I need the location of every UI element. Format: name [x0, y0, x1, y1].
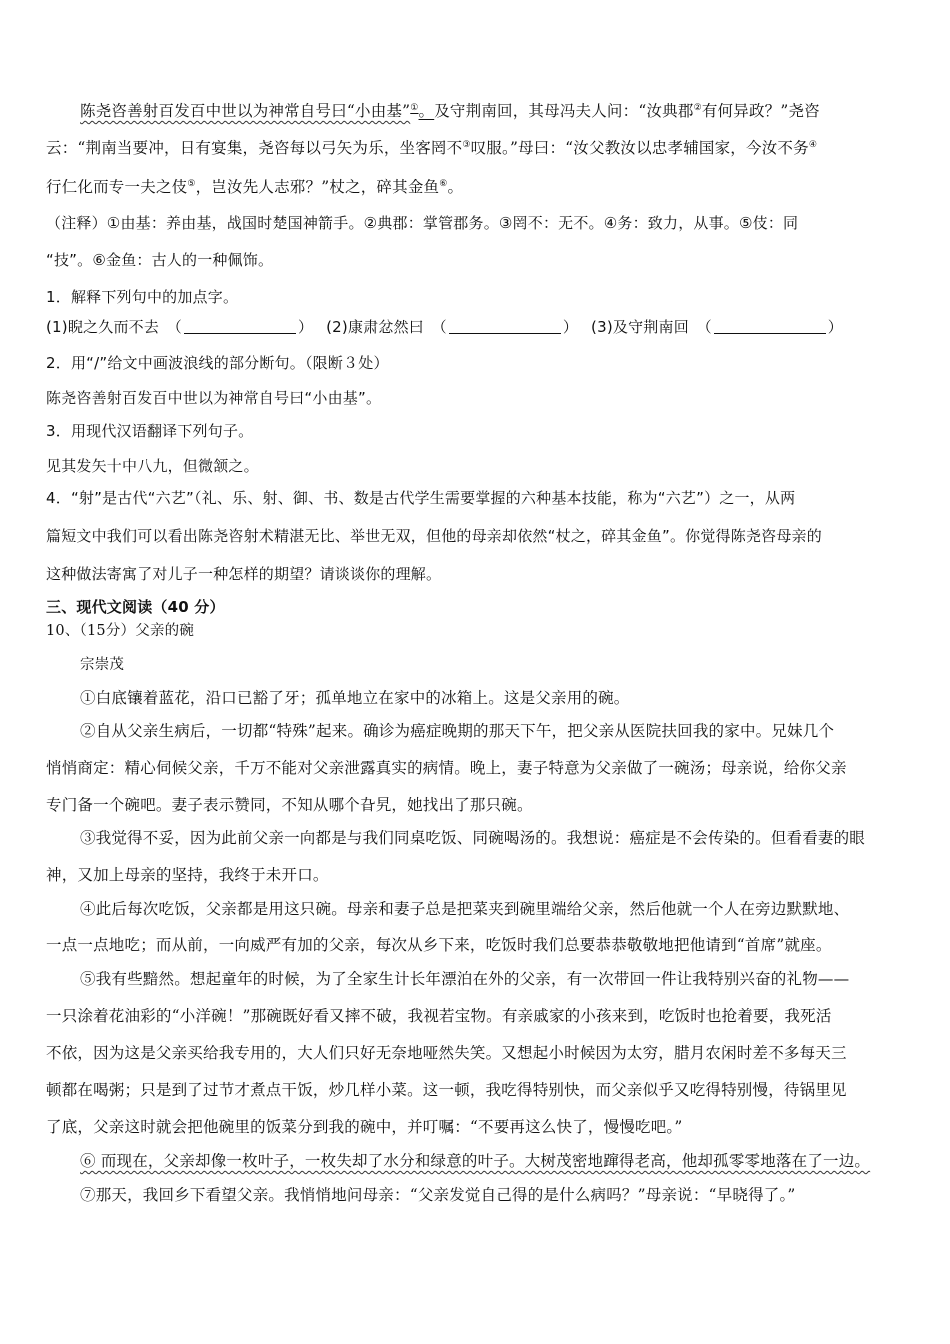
footnote-marker: ⑥	[439, 179, 448, 189]
wavy-underlined-text: 陈尧咨善射百发百中世以为神常自号曰“小由基”	[80, 102, 411, 120]
answer-blank-3[interactable]	[714, 319, 826, 334]
q1-item-2: (2)康肃忿然曰 （	[326, 318, 447, 336]
question-10-title: 10、（15分）父亲的碗	[46, 623, 195, 639]
passage-text: 。	[447, 178, 464, 196]
passage-text: 云：“荆南当要冲，日有宴集，尧咨每以弓矢为乐，坐客罔不	[46, 139, 463, 157]
passage-text: 有何异政？”尧咨	[701, 102, 820, 120]
article-p5-line-2: 一只涂着花油彩的“小洋碗！”那碗既好看又摔不破，我视若宝物。有亲戚家的小孩来到，吃饭时也抢着要，我死活	[46, 1007, 832, 1025]
article-p7: ⑦那天，我回乡下看望父亲。我悄悄地问母亲：“父亲发觉自己得的是什么病吗？”母亲说：“早晓得了。”	[80, 1186, 796, 1204]
article-p2-line-1: ②自从父亲生病后，一切都“特殊”起来。确诊为癌症晚期的那天下午，把父亲从医院扶回我的家中。兄妹几个	[80, 722, 835, 740]
question-2-text: 陈尧咨善射百发百中世以为神常自号曰“小由基”。	[46, 389, 382, 407]
article-p1: ①白底镶着蓝花，沿口已豁了牙；孤单地立在家中的冰箱上。这是父亲用的碗。	[80, 689, 630, 707]
article-p6	[80, 1150, 908, 1172]
q1-item-3-end: ）	[827, 318, 843, 336]
answer-blank-1[interactable]	[184, 319, 296, 334]
wavy-underlined-sentence: ⑥ 而现在，父亲却像一枚叶子，一枚失却了水分和绿意的叶子。大树茂密地蹿得老高，他却孤零零地落在了一边。	[80, 1152, 871, 1170]
passage-text: 叹服。”母曰：“汝父教汝以忠孝辅国家，今汝不务	[470, 139, 809, 157]
q1-item-1: (1)睨之久而不去 （	[46, 318, 182, 336]
question-1-items	[46, 316, 908, 338]
footnote-marker: ④	[808, 140, 818, 150]
footnote-marker: ⑤	[187, 179, 196, 189]
article-p3-line-1: ③我觉得不妥，因为此前父亲一向都是与我们同桌吃饭、同碗喝汤的。我想说：癌症是不会传染的。但看看妻的眼	[80, 829, 866, 847]
article-p2-line-3: 专门备一个碗吧。妻子表示赞同，不知从哪个旮旯，她找出了那只碗。	[46, 796, 533, 814]
q1-item-2-end: ）	[562, 318, 579, 336]
article-p4-line-2: 一点一点地吃；而从前，一向威严有加的父亲，每次从乡下来，吃饭时我们总要恭恭敬敬地把他请到“首席”就座。	[46, 936, 832, 954]
passage-text: 行仁化而专一夫之伎	[46, 178, 188, 196]
passage-text: ，岂汝先人志邪？”杖之，碎其金鱼	[195, 178, 440, 196]
wavy-end-period: 。	[418, 102, 435, 120]
notes-line-2: “技”。⑥金鱼：古人的一种佩饰。	[46, 251, 274, 269]
q1-item-3: (3)及守荆南回 （	[591, 318, 712, 336]
article-p5-line-1: ⑤我有些黯然。想起童年的时候，为了全家生计长年漂泊在外的父亲，有一次带回一件让我特别兴奋的礼物——	[80, 970, 850, 988]
question-1-stem: 1．解释下列句中的加点字。	[46, 288, 239, 306]
section-3-heading: 三、现代文阅读（40 分）	[46, 598, 225, 616]
notes-line-1: （注释）①由基：养由基，战国时楚国神箭手。②典郡：掌管郡务。③罔不：无不。④务：致力，从事。⑤伎：同	[46, 214, 799, 232]
answer-blank-2[interactable]	[449, 319, 561, 334]
q1-item-1-end: ）	[297, 318, 314, 336]
footnote-marker: ②	[693, 103, 702, 113]
question-3-text: 见其发矢十中八九，但微颔之。	[46, 457, 259, 475]
passage-line-2	[46, 137, 908, 159]
question-4-line-3: 这种做法寄寓了对儿子一种怎样的期望？请谈谈你的理解。	[46, 565, 442, 583]
article-p4-line-1: ④此后每次吃饭，父亲都是用这只碗。母亲和妻子总是把菜夹到碗里端给父亲，然后他就一个人在旁边默默地、	[80, 900, 850, 918]
article-p5-line-4: 顿都在喝粥；只是到了过节才煮点干饭，炒几样小菜。这一顿，我吃得特别快，而父亲似乎又吃得特别慢，待锅里见	[46, 1081, 847, 1099]
footnote-marker: ③	[462, 140, 471, 150]
question-4-line-2: 篇短文中我们可以看出陈尧咨射术精湛无比、举世无双，但他的母亲却依然“杖之，碎其金鱼”。你觉得陈尧咨母亲的	[46, 527, 822, 545]
article-p5-line-3: 不依，因为这是父亲买给我专用的，大人们只好无奈地哑然失笑。又想起小时候因为太穷，腊月农闲时差不多每天三	[46, 1044, 847, 1062]
footnote-marker: ①	[410, 103, 419, 113]
article-p3-line-2: 神，又加上母亲的坚持，我终于未开口。	[46, 866, 329, 884]
passage-line-1	[80, 100, 908, 122]
question-3-stem: 3．用现代汉语翻译下列句子。	[46, 422, 254, 440]
article-p2-line-2: 悄悄商定：精心伺候父亲，千万不能对父亲泄露真实的病情。晚上，妻子特意为父亲做了一碗汤；母亲说，给你父亲	[46, 759, 847, 777]
article-p5-line-5: 了底，父亲这时就会把他碗里的饭菜分到我的碗中，并叮嘱：“不要再这么快了，慢慢吃吧。”	[46, 1118, 683, 1136]
question-2-stem: 2．用“/”给文中画波浪线的部分断句。（限断３处）	[46, 354, 389, 372]
question-4-line-1: 4．“射”是古代“六艺”（礼、乐、射、御、书、数是古代学生需要掌握的六种基本技能，称为“六艺”）之一，从两	[46, 489, 796, 507]
passage-line-3	[46, 176, 908, 198]
passage-text: 及守荆南回，其母冯夫人问：“汝典郡	[434, 102, 694, 120]
article-author: 宗崇茂	[80, 657, 125, 673]
